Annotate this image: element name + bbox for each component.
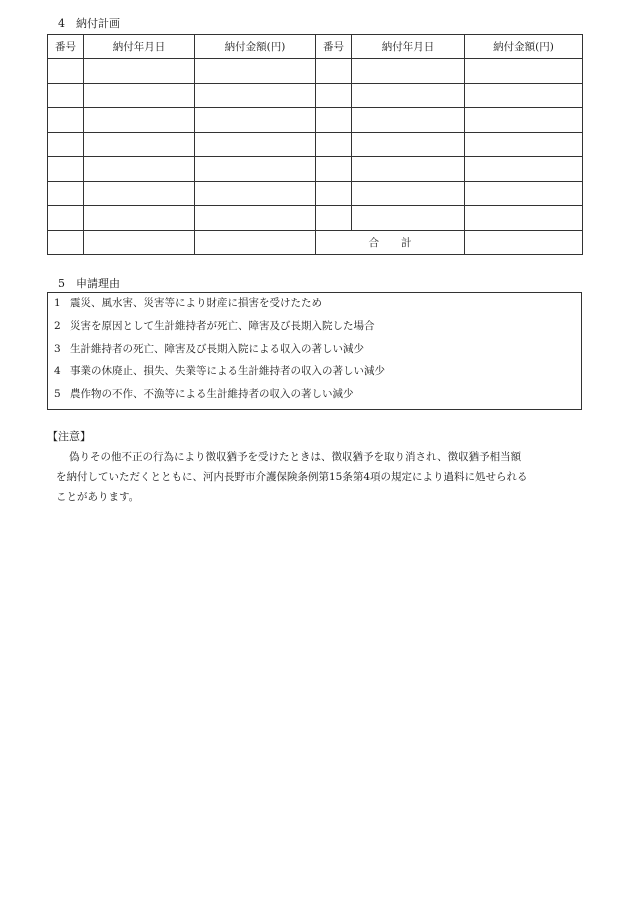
table-cell[interactable] (48, 83, 84, 108)
reason-number: 5 (54, 388, 61, 400)
reason-item-3[interactable] (54, 342, 364, 356)
header-number-2: 番号 (316, 35, 352, 59)
table-cell[interactable] (316, 157, 352, 182)
total-label (316, 230, 465, 255)
table-cell[interactable] (48, 59, 84, 84)
header-amount-2: 納付金額(円) (465, 35, 583, 59)
table-cell[interactable] (465, 206, 583, 231)
table-row (48, 59, 583, 84)
table-cell[interactable] (352, 108, 465, 133)
reason-text: 災害を原因として生計維持者が死亡、障害及び長期入院した場合 (70, 320, 375, 332)
note-line-1: 偽りその他不正の行為により徴収猶予を受けたときは、徴収猶予を取り消され、徴収猶予相当額 (69, 451, 522, 463)
table-cell[interactable] (195, 157, 316, 182)
table-row (48, 132, 583, 157)
table-cell[interactable] (84, 59, 195, 84)
table-cell[interactable] (465, 59, 583, 84)
reason-item-5[interactable] (54, 387, 354, 401)
table-cell[interactable] (352, 132, 465, 157)
table-cell[interactable] (84, 230, 195, 255)
table-cell[interactable] (195, 108, 316, 133)
table-cell[interactable] (465, 181, 583, 206)
table-cell[interactable] (195, 230, 316, 255)
reason-item-1[interactable] (54, 296, 322, 310)
table-row (48, 157, 583, 182)
table-cell[interactable] (48, 230, 84, 255)
table-cell[interactable] (352, 157, 465, 182)
reasons-box (47, 292, 582, 410)
table-cell[interactable] (352, 83, 465, 108)
total-label-char-2: 計 (401, 236, 412, 249)
table-row (48, 83, 583, 108)
note-line-2: を納付していただくとともに、河内長野市介護保険条例第15条第4項の規定により過料に処せられる (56, 471, 528, 483)
table-cell[interactable] (316, 206, 352, 231)
reason-number: 3 (54, 343, 61, 355)
header-date-1: 納付年月日 (84, 35, 195, 59)
reason-item-2[interactable] (54, 319, 375, 333)
table-cell[interactable] (84, 206, 195, 231)
table-cell[interactable] (48, 181, 84, 206)
table-cell[interactable] (195, 206, 316, 231)
table-cell[interactable] (316, 83, 352, 108)
reason-text: 事業の休廃止、損失、失業等による生計維持者の収入の著しい減少 (70, 365, 385, 377)
note-line-3: ことがあります。 (56, 491, 140, 503)
table-cell[interactable] (465, 132, 583, 157)
reason-number: 2 (54, 320, 61, 332)
table-row (48, 181, 583, 206)
table-cell[interactable] (316, 108, 352, 133)
table-cell[interactable] (316, 132, 352, 157)
reason-item-4[interactable] (54, 364, 385, 378)
table-cell[interactable] (48, 132, 84, 157)
table-cell[interactable] (465, 157, 583, 182)
header-number-1: 番号 (48, 35, 84, 59)
payment-plan-table (47, 34, 583, 255)
table-cell[interactable] (84, 108, 195, 133)
reason-number: 1 (54, 297, 61, 309)
table-cell[interactable] (84, 157, 195, 182)
table-cell[interactable] (84, 181, 195, 206)
table-cell[interactable] (352, 181, 465, 206)
total-amount-cell[interactable] (465, 230, 583, 255)
table-total-row (48, 230, 583, 255)
section-4-title: 4 納付計画 (58, 17, 120, 30)
reason-text: 震災、風水害、災害等により財産に損害を受けたため (70, 297, 322, 309)
table-cell[interactable] (48, 206, 84, 231)
table-cell[interactable] (84, 83, 195, 108)
header-date-2: 納付年月日 (352, 35, 465, 59)
table-cell[interactable] (465, 108, 583, 133)
reason-text: 生計維持者の死亡、障害及び長期入院による収入の著しい減少 (70, 343, 364, 355)
table-row (48, 206, 583, 231)
reason-number: 4 (54, 365, 61, 377)
table-row (48, 108, 583, 133)
total-label-char-1: 合 (368, 236, 379, 249)
reason-text: 農作物の不作、不漁等による生計維持者の収入の著しい減少 (70, 388, 354, 400)
table-cell[interactable] (48, 108, 84, 133)
table-cell[interactable] (195, 132, 316, 157)
header-amount-1: 納付金額(円) (195, 35, 316, 59)
table-header-row (48, 35, 583, 59)
section-5-title: 5 申請理由 (58, 277, 120, 290)
table-cell[interactable] (195, 83, 316, 108)
table-cell[interactable] (352, 59, 465, 84)
note-title: 【注意】 (47, 430, 91, 443)
table-cell[interactable] (195, 181, 316, 206)
table-cell[interactable] (84, 132, 195, 157)
table-cell[interactable] (316, 59, 352, 84)
table-cell[interactable] (352, 206, 465, 231)
table-cell[interactable] (195, 59, 316, 84)
table-cell[interactable] (316, 181, 352, 206)
table-cell[interactable] (48, 157, 84, 182)
table-cell[interactable] (465, 83, 583, 108)
